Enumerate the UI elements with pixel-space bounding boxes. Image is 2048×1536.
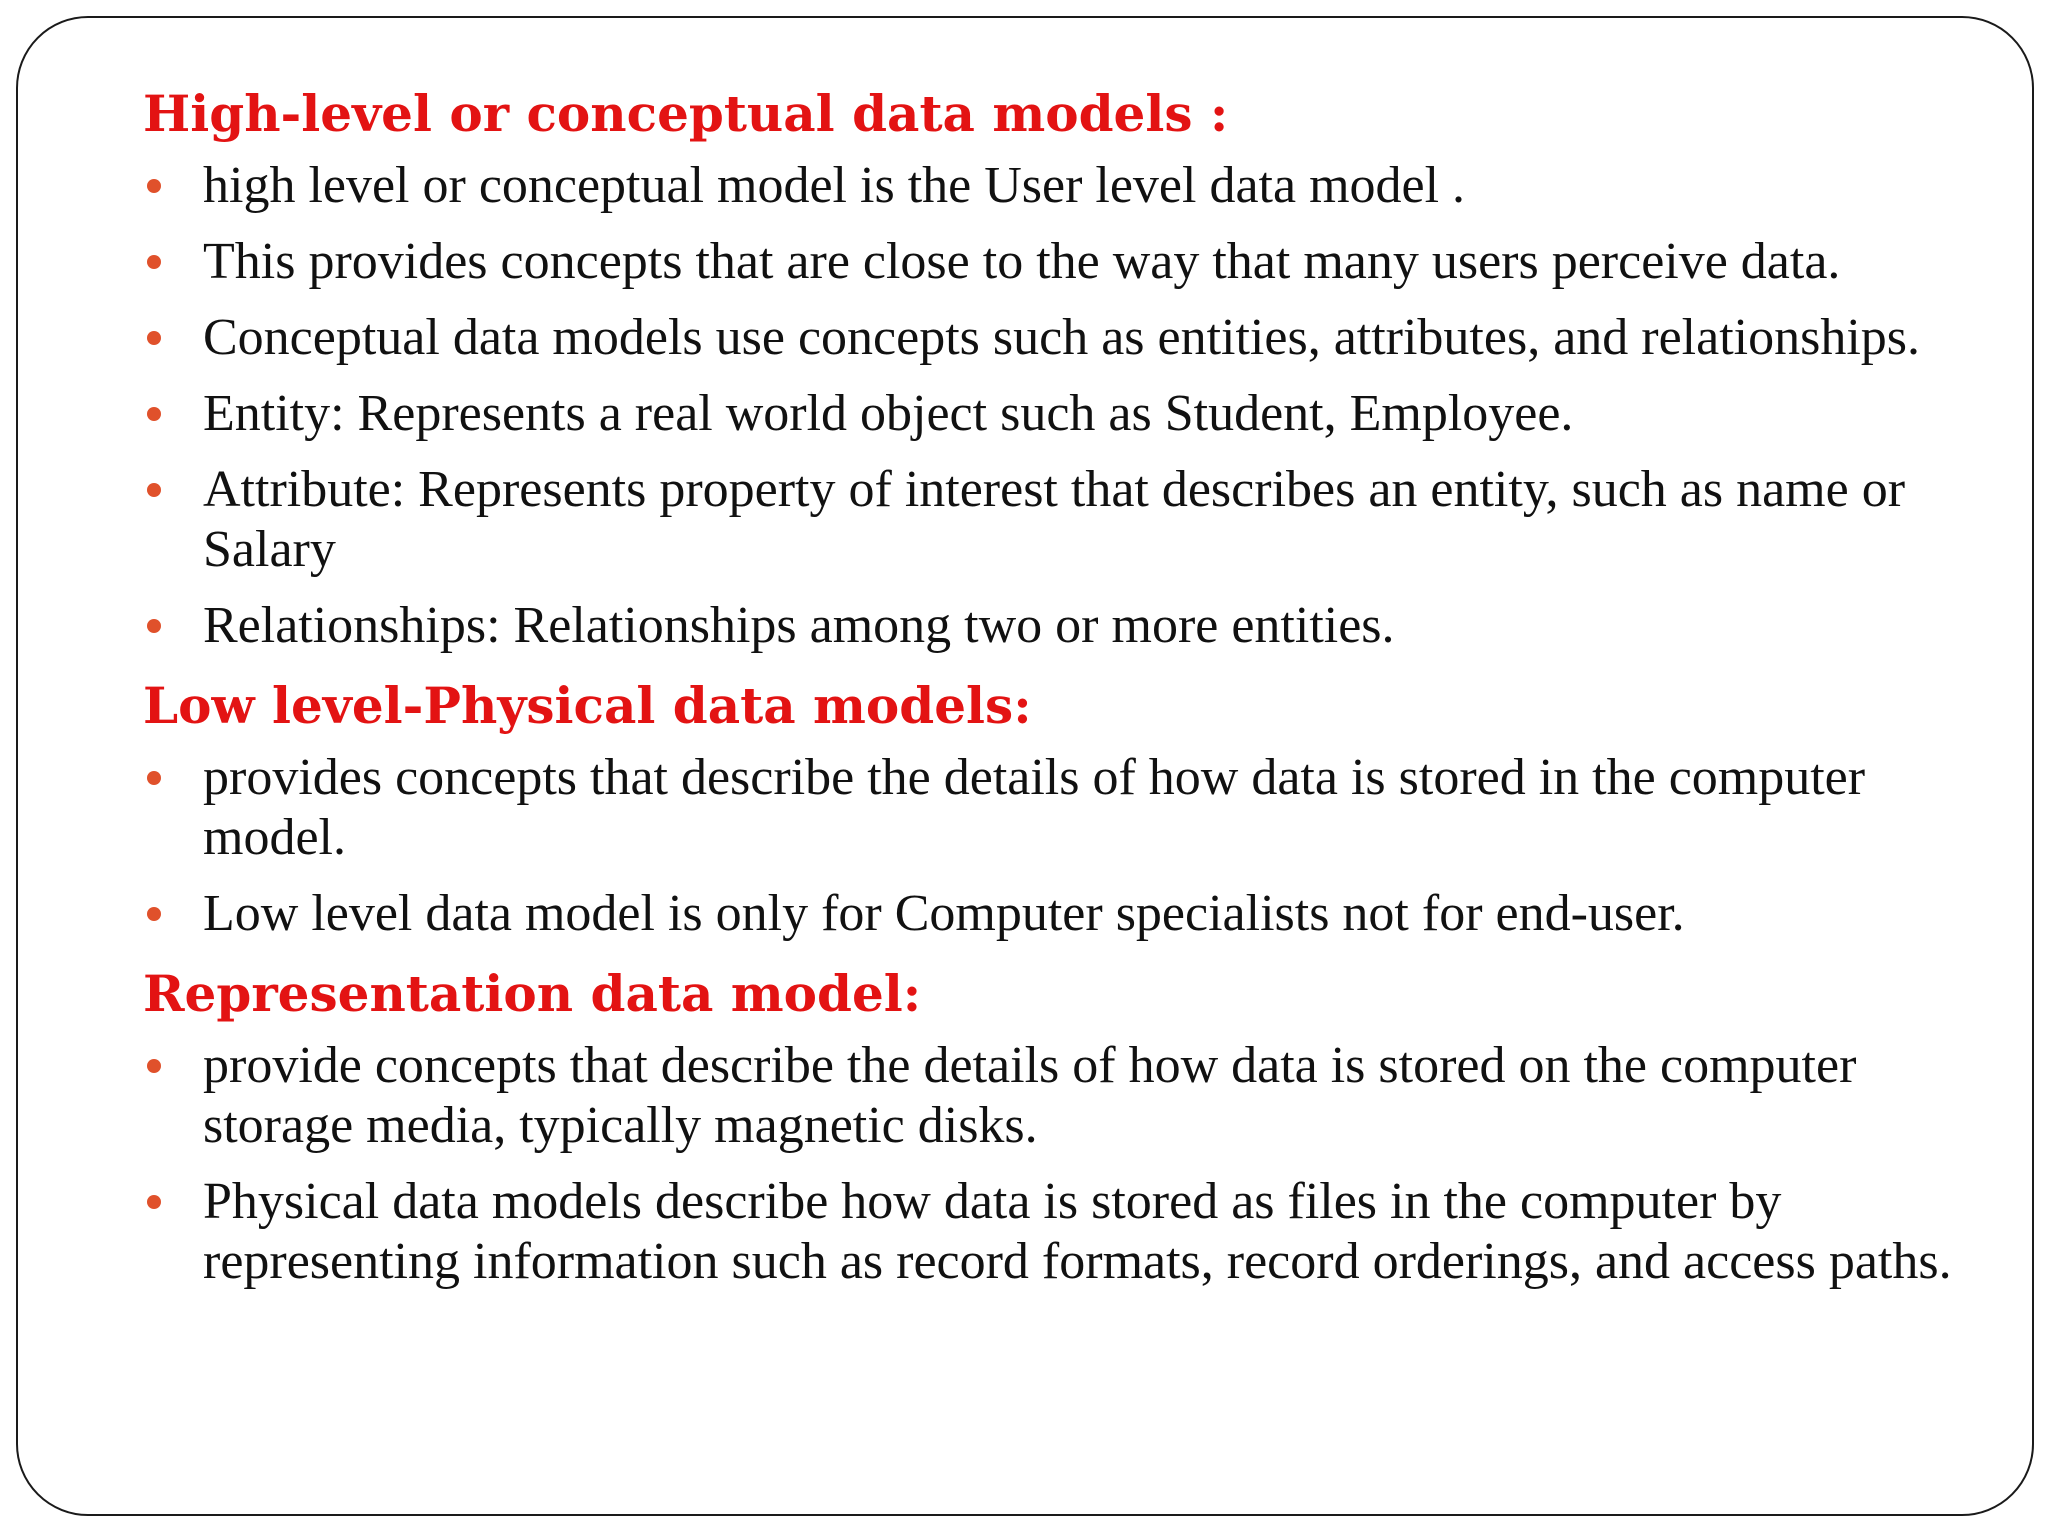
list-item (143, 1036, 1973, 1156)
bullet-text: high level or conceptual model is the User level data model . (203, 157, 1466, 214)
bullet-list-physical (143, 748, 1973, 944)
bullet-dot-icon (147, 1059, 161, 1073)
bullet-text: Low level data model is only for Computer specialists not for end-user. (203, 885, 1685, 942)
bullet-text: Physical data models describe how data is stored as files in the computer by representing information such as record formats, record orderings, and access paths. (203, 1173, 1952, 1290)
bullet-text: Entity: Represents a real world object such as Student, Employee. (203, 385, 1574, 442)
bullet-dot-icon (147, 619, 161, 633)
list-item (143, 748, 1973, 868)
bullet-dot-icon (147, 331, 161, 345)
bullet-text: provide concepts that describe the details of how data is stored on the computer storage media, typically magnetic disks. (203, 1037, 1857, 1154)
bullet-dot-icon (147, 179, 161, 193)
section-heading-conceptual: High-level or conceptual data models : (143, 84, 1229, 143)
bullet-dot-icon (147, 255, 161, 269)
bullet-text: Attribute: Represents property of interest that describes an entity, such as name or Salary (203, 461, 1906, 578)
bullet-dot-icon (147, 483, 161, 497)
bullet-list-conceptual (143, 156, 1973, 656)
bullet-text: Relationships: Relationships among two or more entities. (203, 597, 1395, 654)
bullet-text: This provides concepts that are close to the way that many users perceive data. (203, 233, 1841, 290)
bullet-dot-icon (147, 407, 161, 421)
slide-frame (16, 16, 2034, 1516)
section-heading-physical: Low level-Physical data models: (143, 676, 1032, 735)
list-item (143, 1172, 1973, 1292)
list-item (143, 156, 1973, 216)
bullet-text: Conceptual data models use concepts such as entities, attributes, and relationships. (203, 309, 1921, 366)
bullet-dot-icon (147, 907, 161, 921)
bullet-text: provides concepts that describe the details of how data is stored in the computer model. (203, 749, 1866, 866)
list-item (143, 884, 1973, 944)
bullet-dot-icon (147, 1195, 161, 1209)
list-item (143, 460, 1973, 580)
bullet-list-representation (143, 1036, 1973, 1292)
list-item (143, 596, 1973, 656)
list-item (143, 308, 1973, 368)
slide-content (143, 80, 1973, 1500)
list-item (143, 232, 1973, 292)
list-item (143, 384, 1973, 444)
bullet-dot-icon (147, 771, 161, 785)
section-heading-representation: Representation data model: (143, 964, 922, 1023)
